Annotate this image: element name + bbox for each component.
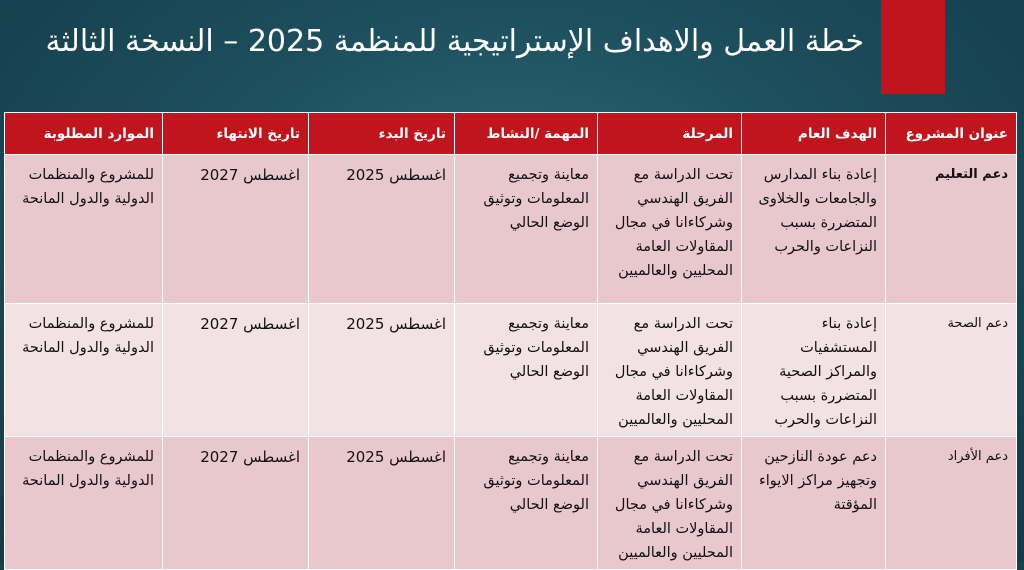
table-row [5,155,1017,304]
table-header-row [5,113,1017,155]
header-project-title: عنوان المشروع [886,113,1017,155]
header-start-date: تاريخ البدء [309,113,455,155]
cell-project: دعم الصحة [886,304,1017,437]
red-accent-block [881,0,945,94]
cell-project: دعم التعليم [886,155,1017,304]
cell-goal: دعم عودة النازحين وتجهيز مراكز الايواء المؤقتة [742,437,886,570]
table-row [5,437,1017,570]
cell-end-date: اغسطس 2027 [163,304,309,437]
cell-start-date: اغسطس 2025 [309,155,455,304]
header-task-activity: المهمة /النشاط [455,113,598,155]
table-row [5,304,1017,437]
cell-task: معاينة وتجميع المعلومات وتوثيق الوضع الحالي [455,437,598,570]
cell-phase: تحت الدراسة مع الفريق الهندسي وشركاءانا في مجال المقاولات العامة المحليين والعالميين [598,155,742,304]
header-end-date: تاريخ الانتهاء [163,113,309,155]
header-phase: المرحلة [598,113,742,155]
cell-resources: للمشروع والمنظمات الدولية والدول المانحة [5,437,163,570]
header-general-goal: الهدف العام [742,113,886,155]
cell-start-date: اغسطس 2025 [309,304,455,437]
cell-end-date: اغسطس 2027 [163,437,309,570]
cell-task: معاينة وتجميع المعلومات وتوثيق الوضع الحالي [455,304,598,437]
cell-phase: تحت الدراسة مع الفريق الهندسي وشركاءانا في مجال المقاولات العامة المحليين والعالميين [598,437,742,570]
cell-goal: إعادة بناء المدارس والجامعات والخلاوى المتضررة بسبب النزاعات والحرب [742,155,886,304]
cell-task: معاينة وتجميع المعلومات وتوثيق الوضع الحالي [455,155,598,304]
cell-goal: إعادة بناء المستشفيات والمراكز الصحية المتضررة بسبب النزاعات والحرب [742,304,886,437]
slide-title: خطة العمل والاهداف الإستراتيجية للمنظمة 2025 – النسخة الثالثة [45,24,864,59]
cell-resources: للمشروع والمنظمات الدولية والدول المانحة [5,304,163,437]
cell-project: دعم الأفراد [886,437,1017,570]
cell-resources: للمشروع والمنظمات الدولية والدول المانحة [5,155,163,304]
plan-table [4,112,1017,570]
cell-end-date: اغسطس 2027 [163,155,309,304]
cell-phase: تحت الدراسة مع الفريق الهندسي وشركاءانا في مجال المقاولات العامة المحليين والعالميين [598,304,742,437]
header-required-resources: الموارد المطلوبة [5,113,163,155]
cell-start-date: اغسطس 2025 [309,437,455,570]
